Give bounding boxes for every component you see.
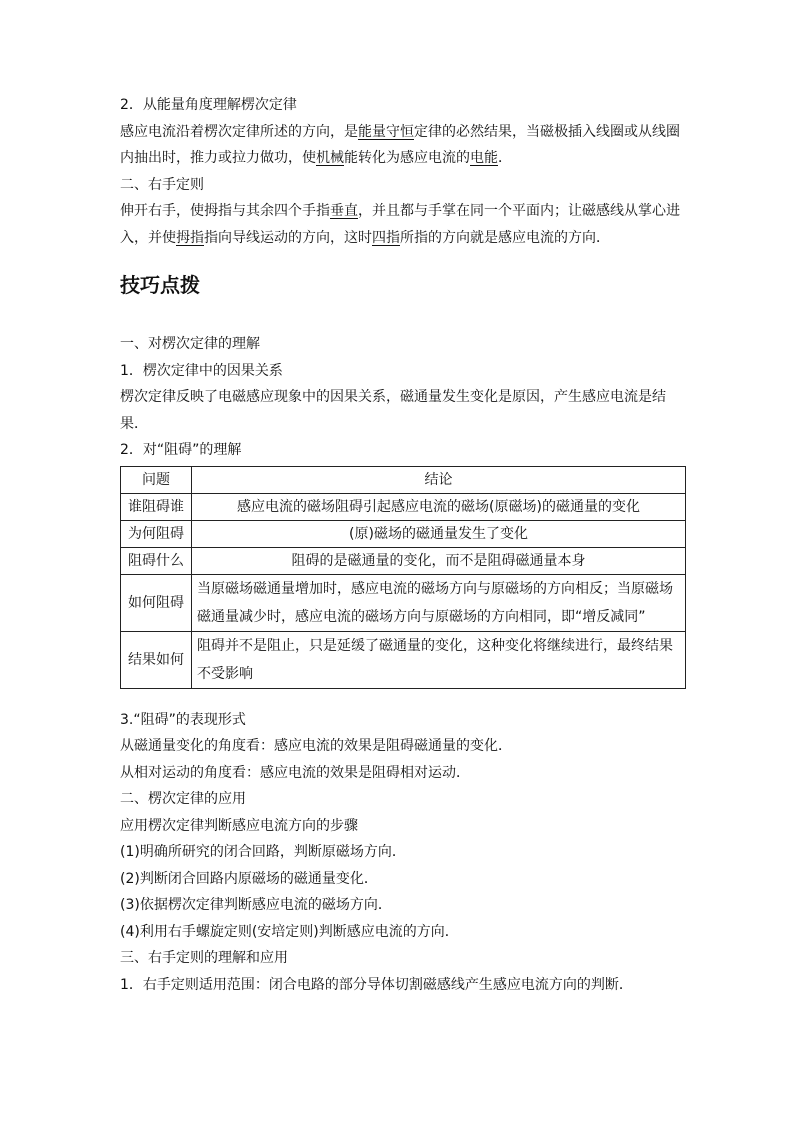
paragraph-right-hand-line-2	[120, 225, 686, 252]
table-cell-question: 结果如何	[121, 631, 192, 688]
paragraph-cause-effect-line-2: 果．	[120, 415, 148, 432]
table-row	[121, 574, 686, 631]
paragraph-cause-effect-line-1: 楞次定律反映了电磁感应现象中的因果关系，磁通量发生变化是原因，产生感应电流是结	[120, 389, 666, 405]
paragraph-energy-line-2	[120, 145, 686, 172]
step-item: (4)利用右手螺旋定则(安培定则)判断感应电流的方向．	[120, 923, 459, 940]
table-row	[121, 547, 686, 574]
subsection-cause-effect: 1．楞次定律中的因果关系	[120, 362, 283, 379]
underlined-term-electrical-energy: 电能	[470, 150, 498, 166]
table-cell-conclusion: 当原磁场磁通量增加时，感应电流的磁场方向与原磁场的方向相反；当原磁场磁通量减少时，感应电流的磁场方向与原磁场的方向相同，即“增反减同”	[192, 574, 686, 631]
underlined-term-four-fingers: 四指	[372, 229, 400, 246]
table-header-cell: 结论	[192, 466, 686, 493]
text-segment: 内抽出时，推力或拉力做功，使	[120, 150, 316, 166]
underlined-term-energy-conservation: 能量守恒	[358, 123, 414, 140]
hinder-table	[120, 466, 686, 689]
underlined-term-thumb: 拇指	[176, 229, 204, 246]
underlined-term-perpendicular: 垂直	[330, 203, 358, 219]
table-cell-conclusion: 感应电流的磁场阻碍引起感应电流的磁场(原磁场)的磁通量的变化	[192, 493, 686, 520]
paragraph-energy-line-1	[120, 119, 686, 146]
table-header-row	[121, 466, 686, 493]
text-segment: ．	[498, 150, 512, 166]
subsection-steps: 应用楞次定律判断感应电流方向的步骤	[120, 817, 358, 834]
table-cell-question: 为何阻碍	[121, 520, 192, 547]
text-segment: ，并且都与手掌在同一个平面内；让磁感线从掌心进	[358, 203, 680, 219]
text-segment: 指向导线运动的方向，这时	[204, 229, 372, 246]
text-segment: 感应电流沿着楞次定律所述的方向，是	[120, 123, 358, 140]
step-item: (3)依据楞次定律判断感应电流的磁场方向．	[120, 897, 392, 913]
step-item: (2)判断闭合回路内原磁场的磁通量变化．	[120, 870, 378, 887]
section-lenz-application: 二、楞次定律的应用	[120, 791, 246, 807]
table-cell-conclusion: 阻碍的是磁通量的变化，而不是阻碍磁通量本身	[192, 547, 686, 574]
text-segment: 伸开右手，使拇指与其余四个手指	[120, 203, 330, 219]
section-right-hand-rule: 二、右手定则	[120, 176, 204, 193]
paragraph-right-hand-line-1	[120, 198, 686, 225]
text-segment: 所指的方向就是感应电流的方向．	[400, 229, 610, 246]
paragraph-flux-perspective: 从磁通量变化的角度看：感应电流的效果是阻碍磁通量的变化．	[120, 738, 512, 754]
heading-tips: 技巧点拨	[120, 273, 200, 297]
section-understanding-lenz: 一、对楞次定律的理解	[120, 336, 260, 352]
text-segment: 定律的必然结果，当磁极插入线圈或从线圈	[414, 123, 680, 140]
section-right-hand-rule-application: 三、右手定则的理解和应用	[120, 950, 288, 966]
table-row	[121, 631, 686, 688]
document-page	[120, 92, 686, 998]
paragraph-motion-perspective: 从相对运动的角度看：感应电流的效果是阻碍相对运动．	[120, 764, 470, 781]
paragraph-right-hand-scope: 1．右手定则适用范围：闭合电路的部分导体切割磁感线产生感应电流方向的判断．	[120, 976, 633, 993]
table-row	[121, 493, 686, 520]
table-cell-question: 谁阻碍谁	[121, 493, 192, 520]
table-cell-conclusion: (原)磁场的磁通量发生了变化	[192, 520, 686, 547]
underlined-term-mechanical: 机械	[316, 150, 344, 166]
table-cell-question: 如何阻碍	[121, 574, 192, 631]
step-item: (1)明确所研究的闭合回路，判断原磁场方向．	[120, 844, 406, 860]
subsection-energy-perspective: 2．从能量角度理解楞次定律	[120, 97, 297, 113]
subsection-hinder-forms: 3.“阻碍”的表现形式	[120, 711, 246, 728]
table-row	[121, 520, 686, 547]
text-segment: 入，并使	[120, 229, 176, 246]
text-segment: 能转化为感应电流的	[344, 150, 470, 166]
table-cell-conclusion: 阻碍并不是阻止，只是延缓了磁通量的变化，这种变化将继续进行，最终结果不受影响	[192, 631, 686, 688]
table-cell-question: 阻碍什么	[121, 547, 192, 574]
table-header-cell: 问题	[121, 466, 192, 493]
subsection-hinder-understanding: 2．对“阻碍”的理解	[120, 442, 242, 458]
